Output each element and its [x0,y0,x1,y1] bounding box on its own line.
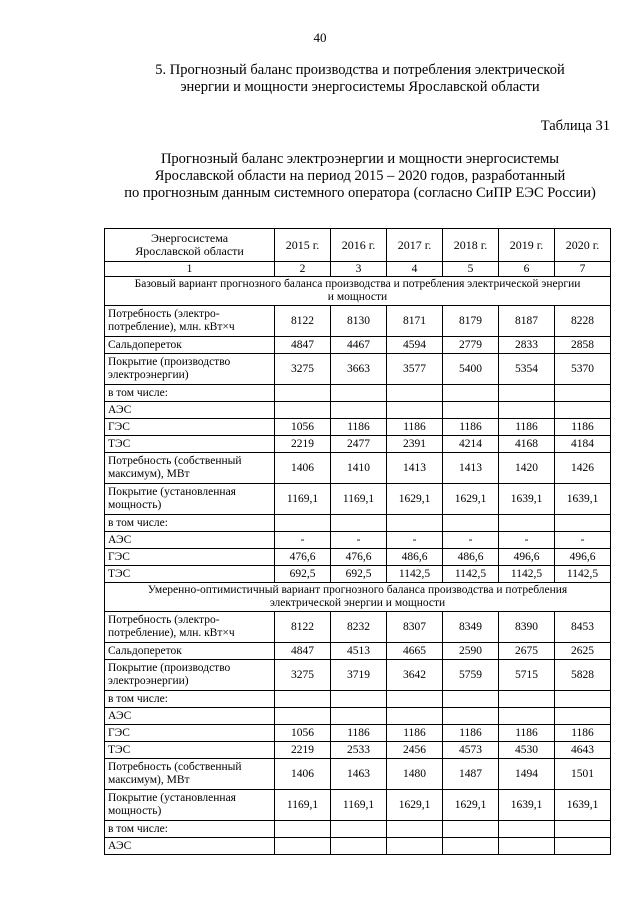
table-row [105,419,611,436]
table-row [105,549,611,566]
value-cell: 5715 [499,660,555,691]
row-label-cell [105,725,275,742]
value-cell [443,821,499,838]
row-label-line: ТЭС [108,437,131,450]
row-label-line: Потребность (собственный [108,455,242,467]
value-cell: 2456 [387,742,443,759]
value-cell: 8349 [443,612,499,643]
header-label-line: Энергосистема [150,231,229,245]
value-cell: 4168 [499,436,555,453]
value-cell: 692,5 [331,566,387,583]
row-label-line: ТЭС [108,743,131,756]
row-label-line: ТЭС [108,567,131,580]
value-cell [331,515,387,532]
row-label-cell [105,566,275,583]
value-cell: 1186 [555,419,611,436]
row-label-cell [105,660,275,691]
value-cell: 1186 [387,419,443,436]
row-label-line: АЭС [108,709,132,722]
table-row [105,742,611,759]
table-row [105,566,611,583]
value-cell: 4665 [387,643,443,660]
value-cell [443,838,499,855]
section-title [0,62,640,96]
table-row [105,453,611,484]
row-label-cell [105,742,275,759]
value-cell: 2858 [555,337,611,354]
table-row [105,612,611,643]
value-cell: 1426 [555,453,611,484]
value-cell [387,838,443,855]
row-label-cell [105,484,275,515]
value-cell: 692,5 [275,566,331,583]
page-number: 40 [313,30,327,45]
value-cell: 1186 [387,725,443,742]
row-label-line: АЭС [108,839,132,852]
row-label-line: максимум), МВт [108,774,190,786]
section-header-line: электрической энергии и мощности [269,597,446,609]
value-cell: 2477 [331,436,387,453]
value-cell [331,385,387,402]
table-row [105,337,611,354]
value-cell: 8232 [331,612,387,643]
row-label-cell [105,759,275,790]
value-cell [499,385,555,402]
value-cell [555,838,611,855]
value-cell: 1639,1 [555,484,611,515]
value-cell: 1186 [499,725,555,742]
year-header-cell: 2020 г. [555,229,611,262]
value-cell: 4594 [387,337,443,354]
section-header-row [105,583,611,612]
row-label-line: в том числе: [108,822,168,835]
value-cell: 486,6 [443,549,499,566]
value-cell: 3275 [275,660,331,691]
value-cell: 1186 [331,419,387,436]
value-cell [555,515,611,532]
value-cell: 4513 [331,643,387,660]
value-cell: 476,6 [275,549,331,566]
value-cell [387,691,443,708]
value-cell: 476,6 [331,549,387,566]
year-header-cell: 2018 г. [443,229,499,262]
value-cell: - [275,532,331,549]
column-index-cell: 4 [387,262,443,277]
value-cell: 1169,1 [331,484,387,515]
value-cell [499,708,555,725]
value-cell [555,402,611,419]
section-header-cell [105,277,611,306]
table-row [105,306,611,337]
table-row [105,691,611,708]
table-caption-line: Прогнозный баланс электроэнергии и мощности энергосистемы [160,151,560,167]
table-caption-line: по прогнозным данным системного оператора (согласно СиПР ЕЭС России) [124,185,596,201]
value-cell [443,402,499,419]
row-label-cell [105,337,275,354]
row-label-line: АЭС [108,403,132,416]
value-cell: 4847 [275,337,331,354]
value-cell: 1629,1 [443,790,499,821]
value-cell [555,691,611,708]
section-title-line: 5. Прогнозный баланс производства и потребления электрической [155,62,565,78]
header-label-line: Ярославской области [135,244,244,258]
value-cell: 1186 [499,419,555,436]
value-cell [275,385,331,402]
value-cell [499,821,555,838]
value-cell: 1420 [499,453,555,484]
row-label-cell [105,549,275,566]
row-label-line: в том числе: [108,386,168,399]
value-cell: 1629,1 [387,790,443,821]
row-label-line: электроэнергии) [108,369,189,381]
row-label-line: в том числе: [108,692,168,705]
value-cell: 1413 [443,453,499,484]
value-cell: 1142,5 [499,566,555,583]
value-cell: 1169,1 [275,790,331,821]
row-label-line: мощность) [108,499,162,511]
year-header-cell: 2015 г. [275,229,331,262]
table-row [105,385,611,402]
value-cell: - [555,532,611,549]
value-cell [443,708,499,725]
row-label-cell [105,453,275,484]
value-cell: 1406 [275,759,331,790]
value-cell: 1056 [275,419,331,436]
section-header-row [105,277,611,306]
value-cell: 2391 [387,436,443,453]
value-cell: 1639,1 [499,790,555,821]
value-cell [443,385,499,402]
section-header-line: и мощности [327,291,388,303]
value-cell: 8453 [555,612,611,643]
value-cell: 1463 [331,759,387,790]
value-cell: 1186 [331,725,387,742]
row-label-cell [105,643,275,660]
row-label-cell [105,790,275,821]
table-row [105,532,611,549]
row-label-line: Сальдопереток [108,338,182,351]
row-label-cell [105,419,275,436]
value-cell: 1142,5 [555,566,611,583]
value-cell: 8122 [275,306,331,337]
row-label-line: Покрытие (установленная [108,792,236,804]
header-label-cell [105,229,275,262]
value-cell: 8307 [387,612,443,643]
value-cell [387,402,443,419]
value-cell [443,515,499,532]
section-header-line: Базовый вариант прогнозного баланса производства и потребления электрической энергии [134,278,581,290]
value-cell: 496,6 [499,549,555,566]
value-cell: 8130 [331,306,387,337]
column-index-cell: 3 [331,262,387,277]
row-label-cell [105,821,275,838]
section-title-line: энергии и мощности энергосистемы Ярославской области [180,79,540,95]
value-cell [555,708,611,725]
table-row [105,725,611,742]
value-cell [275,708,331,725]
value-cell: 1186 [443,725,499,742]
table-row [105,838,611,855]
value-cell: 5759 [443,660,499,691]
table-body [105,229,611,855]
value-cell: 2833 [499,337,555,354]
value-cell: 8179 [443,306,499,337]
row-label-cell [105,515,275,532]
row-label-cell [105,306,275,337]
value-cell [275,402,331,419]
row-label-line: Потребность (электро- [108,614,220,626]
column-index-cell: 6 [499,262,555,277]
value-cell: 3663 [331,354,387,385]
value-cell [275,838,331,855]
value-cell: - [443,532,499,549]
value-cell [499,838,555,855]
value-cell: 1406 [275,453,331,484]
value-cell: - [331,532,387,549]
column-index-cell: 1 [105,262,275,277]
value-cell: 1410 [331,453,387,484]
table-label: Таблица 31 [540,118,610,134]
row-label-line: АЭС [108,533,132,546]
value-cell: 4184 [555,436,611,453]
value-cell [331,402,387,419]
value-cell: 8122 [275,612,331,643]
value-cell: 1629,1 [443,484,499,515]
row-label-cell [105,612,275,643]
value-cell: 1056 [275,725,331,742]
value-cell: 1413 [387,453,443,484]
value-cell: 2219 [275,436,331,453]
row-label-cell [105,532,275,549]
value-cell: 2533 [331,742,387,759]
value-cell: 1169,1 [275,484,331,515]
value-cell: 2675 [499,643,555,660]
table-row [105,660,611,691]
value-cell: 4530 [499,742,555,759]
row-label-line: электроэнергии) [108,675,189,687]
section-header-cell [105,583,611,612]
value-cell: 8228 [555,306,611,337]
row-label-line: Покрытие (установленная [108,486,236,498]
row-label-line: потребление), млн. кВт×ч [108,627,235,639]
row-label-cell [105,385,275,402]
row-label-line: потребление), млн. кВт×ч [108,321,235,333]
value-cell: 3719 [331,660,387,691]
table-row [105,759,611,790]
column-index-row [105,262,611,277]
value-cell [331,838,387,855]
value-cell: 1169,1 [331,790,387,821]
value-cell: 1186 [555,725,611,742]
value-cell: 4467 [331,337,387,354]
row-label-line: Потребность (электро- [108,308,220,320]
table-row [105,436,611,453]
row-label-line: мощность) [108,805,162,817]
row-label-line: в том числе: [108,516,168,529]
table-row [105,708,611,725]
value-cell [555,821,611,838]
table-row [105,515,611,532]
value-cell [387,515,443,532]
value-cell: 4573 [443,742,499,759]
value-cell [387,821,443,838]
value-cell: 5370 [555,354,611,385]
row-label-cell [105,436,275,453]
row-label-line: максимум), МВт [108,468,190,480]
table-row [105,354,611,385]
value-cell: 1639,1 [499,484,555,515]
value-cell: 1639,1 [555,790,611,821]
column-index-cell: 5 [443,262,499,277]
year-header-cell: 2019 г. [499,229,555,262]
row-label-line: Потребность (собственный [108,761,242,773]
value-cell [555,385,611,402]
value-cell: 2590 [443,643,499,660]
table-row [105,790,611,821]
table-row [105,402,611,419]
value-cell: 1501 [555,759,611,790]
value-cell: 486,6 [387,549,443,566]
value-cell [499,402,555,419]
value-cell [387,385,443,402]
value-cell: 4643 [555,742,611,759]
value-cell: 5354 [499,354,555,385]
row-label-cell [105,354,275,385]
value-cell: 1142,5 [443,566,499,583]
value-cell: 4214 [443,436,499,453]
value-cell: 1480 [387,759,443,790]
value-cell: 8171 [387,306,443,337]
value-cell: 1142,5 [387,566,443,583]
header-row [105,229,611,262]
row-label-cell [105,691,275,708]
column-index-cell: 7 [555,262,611,277]
value-cell: 2779 [443,337,499,354]
value-cell [499,515,555,532]
row-label-cell [105,402,275,419]
value-cell [331,821,387,838]
value-cell [275,821,331,838]
value-cell: 8390 [499,612,555,643]
year-header-cell: 2016 г. [331,229,387,262]
row-label-line: Покрытие (производство [108,662,231,674]
row-label-line: Покрытие (производство [108,356,231,368]
value-cell [331,691,387,708]
row-label-line: ГЭС [108,550,130,563]
year-header-cell: 2017 г. [387,229,443,262]
value-cell: 3275 [275,354,331,385]
value-cell [275,691,331,708]
value-cell: 1494 [499,759,555,790]
value-cell [331,708,387,725]
column-index-cell: 2 [275,262,331,277]
value-cell: 5828 [555,660,611,691]
table-row [105,643,611,660]
value-cell [275,515,331,532]
value-cell: 1186 [443,419,499,436]
row-label-line: ГЭС [108,726,130,739]
table-row [105,484,611,515]
value-cell: 496,6 [555,549,611,566]
value-cell [387,708,443,725]
balance-table [104,228,611,855]
value-cell: - [387,532,443,549]
row-label-cell [105,708,275,725]
value-cell: 3642 [387,660,443,691]
value-cell: 8187 [499,306,555,337]
value-cell [443,691,499,708]
table-caption [0,151,640,202]
section-header-line: Умеренно-оптимистичный вариант прогнозного баланса производства и потребления [147,584,568,596]
value-cell: 2219 [275,742,331,759]
table-row [105,821,611,838]
value-cell: 5400 [443,354,499,385]
row-label-line: ГЭС [108,420,130,433]
table-caption-line: Ярославской области на период 2015 – 2020 годов, разработанный [154,168,566,184]
value-cell: 2625 [555,643,611,660]
value-cell: 4847 [275,643,331,660]
value-cell: 1487 [443,759,499,790]
value-cell: - [499,532,555,549]
value-cell: 1629,1 [387,484,443,515]
value-cell [499,691,555,708]
value-cell: 3577 [387,354,443,385]
row-label-line: Сальдопереток [108,644,182,657]
row-label-cell [105,838,275,855]
